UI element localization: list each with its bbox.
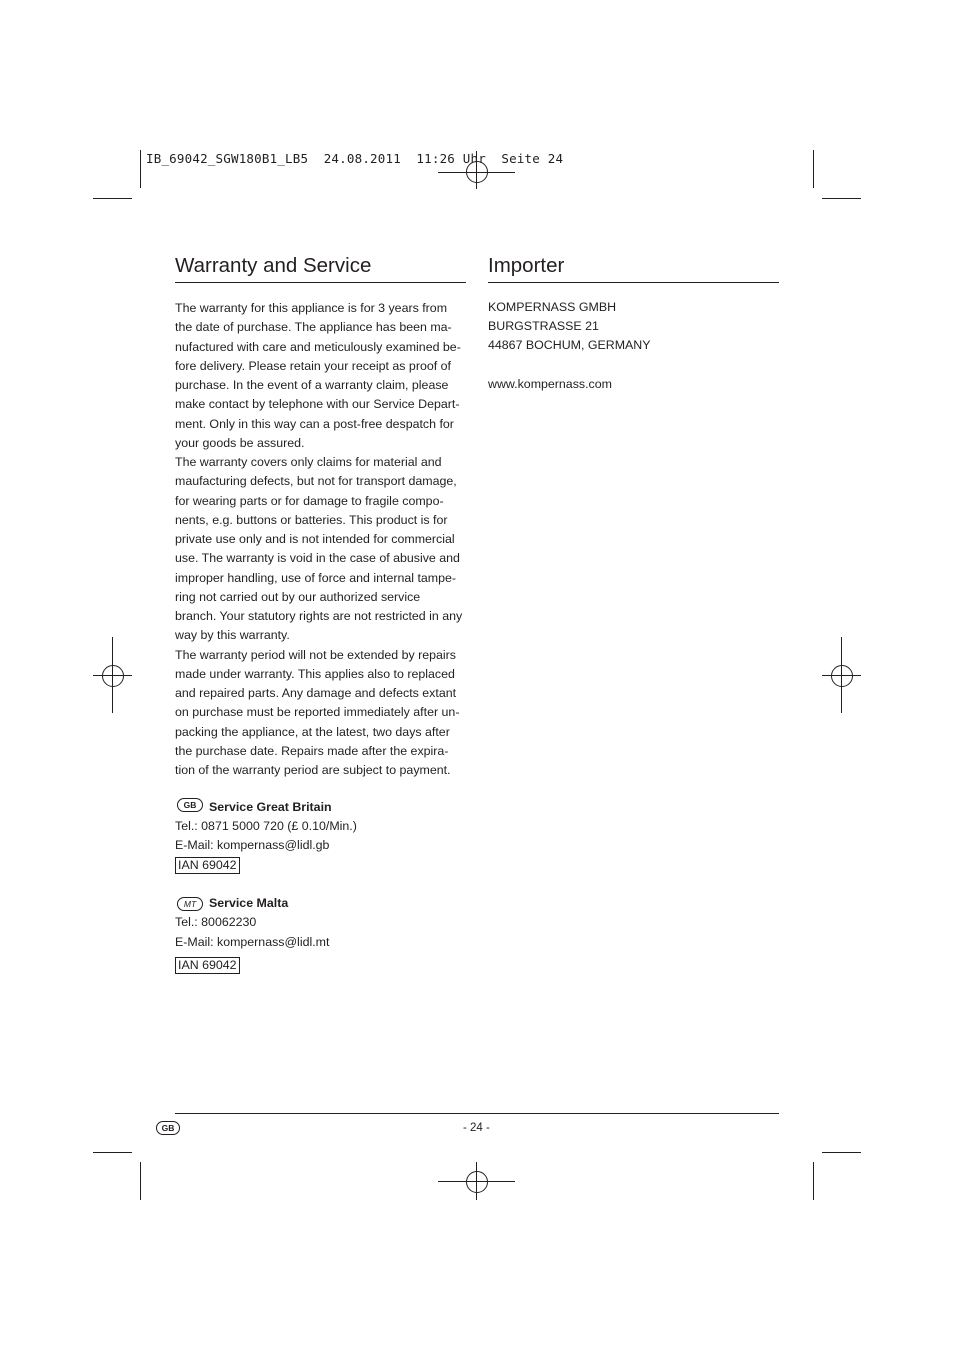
service-mt-email: E-Mail: kompernass@lidl.mt xyxy=(175,935,330,949)
service-gb-tel: Tel.: 0871 5000 720 (£ 0.10/Min.) xyxy=(175,819,357,833)
gb-badge-icon: GB xyxy=(177,798,203,812)
service-mt-tel: Tel.: 80062230 xyxy=(175,915,257,929)
warranty-body-line: The warranty covers only claims for material and xyxy=(175,455,442,469)
warranty-body-line: improper handling, use of force and internal tampe- xyxy=(175,570,457,585)
print-slug: IB_69042_SGW180B1_LB5 24.08.2011 11:26 Uhr Seite 24 xyxy=(146,151,564,166)
service-gb-title: Service Great Britain xyxy=(209,800,332,814)
warranty-body-line: fore delivery. Please retain your receipt as proof of xyxy=(175,358,451,373)
importer-heading: Importer xyxy=(488,254,565,277)
service-gb-email: E-Mail: kompernass@lidl.gb xyxy=(175,838,330,852)
warranty-body-line: made under warranty. This applies also to replaced xyxy=(175,666,455,681)
warranty-body-line: and repaired parts. Any damage and defects extant xyxy=(175,686,457,700)
warranty-body-line: branch. Your statutory rights are not restricted in any xyxy=(175,609,463,623)
warranty-body-line: use. The warranty is void in the case of abusive and xyxy=(175,551,460,566)
footer-gb-badge-icon: GB xyxy=(156,1121,180,1135)
warranty-body-line: private use only and is not intended for commercial xyxy=(175,532,455,546)
warranty-body-line: packing the appliance, at the latest, two days after xyxy=(175,724,450,739)
warranty-body-line: for wearing parts or for damage to fragile compo- xyxy=(175,493,444,508)
warranty-body-line: nufactured with care and meticulously examined be- xyxy=(175,339,461,354)
warranty-heading-rule xyxy=(175,282,466,283)
importer-address-line: 44867 BOCHUM, GERMANY xyxy=(488,338,651,352)
warranty-body-line: nents, e.g. buttons or batteries. This product is for xyxy=(175,512,448,527)
warranty-body-line: on purchase must be reported immediately after un- xyxy=(175,705,460,720)
page-number: - 24 - xyxy=(463,1122,490,1134)
warranty-body-line: tion of the warranty period are subject to payment. xyxy=(175,763,451,777)
warranty-body-line: purchase. In the event of a warranty claim, please xyxy=(175,378,449,392)
service-mt-title: Service Malta xyxy=(209,896,289,910)
warranty-body-line: The warranty period will not be extended by repairs xyxy=(175,647,457,662)
importer-website: www.kompernass.com xyxy=(488,377,612,391)
warranty-body-line: maufacturing defects, but not for transport damage, xyxy=(175,474,457,489)
footer-rule xyxy=(175,1113,779,1114)
mt-badge-icon: MT xyxy=(177,897,203,911)
service-gb-ian: IAN 69042 xyxy=(175,857,240,874)
warranty-body-line: the date of purchase. The appliance has been ma- xyxy=(175,320,452,335)
warranty-body xyxy=(175,299,467,780)
warranty-heading: Warranty and Service xyxy=(175,254,372,277)
importer-heading-rule xyxy=(488,282,779,283)
warranty-body-line: way by this warranty. xyxy=(175,628,290,643)
warranty-body-line: ring not carried out by our authorized service xyxy=(175,589,421,604)
warranty-body-line: ment. Only in this way can a post-free despatch for xyxy=(175,416,454,431)
service-mt-ian: IAN 69042 xyxy=(175,957,240,974)
warranty-body-line: The warranty for this appliance is for 3 years from xyxy=(175,301,448,315)
importer-address-line: KOMPERNASS GMBH xyxy=(488,300,617,314)
warranty-body-line: your goods be assured. xyxy=(175,435,305,450)
warranty-body-line: the purchase date. Repairs made after the expira- xyxy=(175,743,449,758)
importer-address-line: BURGSTRASSE 21 xyxy=(488,319,599,333)
warranty-body-line: make contact by telephone with our Service Depart- xyxy=(175,397,460,412)
